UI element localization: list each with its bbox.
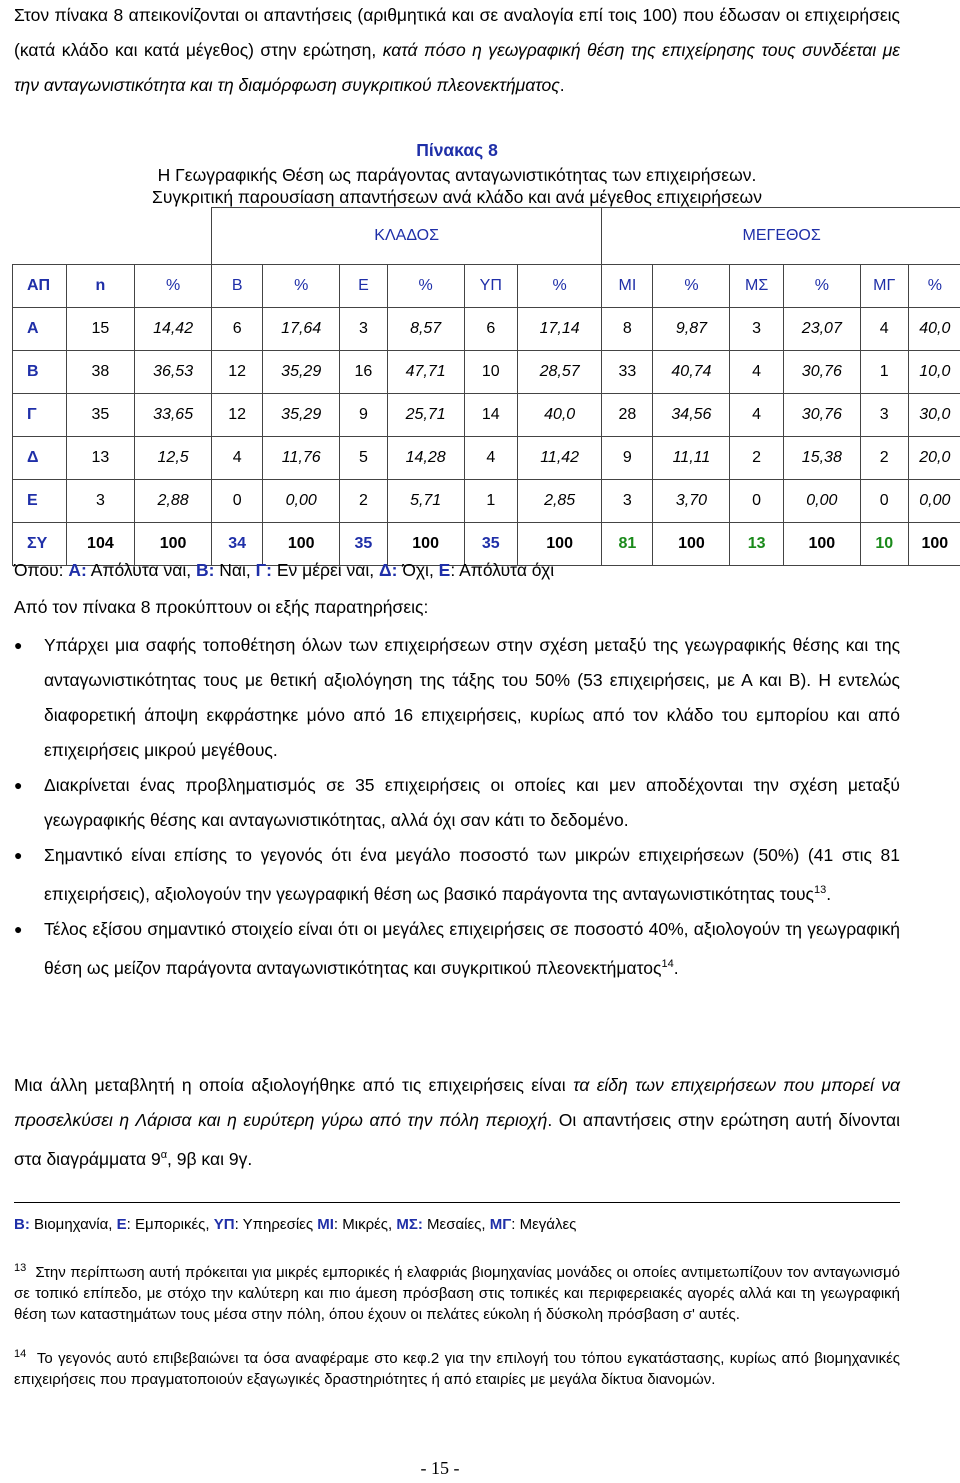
table-cell: 100 xyxy=(263,523,340,566)
table-cell: 34,56 xyxy=(653,394,730,437)
table-cell: 0,00 xyxy=(263,480,340,523)
table-cell: 35 xyxy=(464,523,517,566)
table-cell: 2 xyxy=(340,480,388,523)
table-cell: 6 xyxy=(212,308,263,351)
table-cell: 100 xyxy=(135,523,212,566)
table-cell: 100 xyxy=(783,523,860,566)
page-number: - 15 - xyxy=(420,1458,460,1478)
intro-paragraph: Στον πίνακα 8 απεικονίζονται οι απαντήσεις (αριθμητικά και σε αναλογία επί τοις 100) που έδωσαν οι επιχειρήσεις (κατά κλάδο και κατά μέγεθος) στην ερώτηση, κατά πόσο η γεωγραφική θέση της επιχείρησης τους συνδέεται με την ανταγωνιστικότητα και τη διαμόρφωση συγκριτικού πλεονεκτήματος. xyxy=(14,5,900,95)
table-cell: 4 xyxy=(464,437,517,480)
table-cell: 100 xyxy=(653,523,730,566)
table-row xyxy=(13,394,960,437)
legend: Όπου: Α: Απόλυτα ναι, Β: Ναι, Γ: Εν μέρει ναι, Δ: Όχι, Ε: Απόλυτα όχι xyxy=(14,560,555,580)
table-cell: 13 xyxy=(66,437,134,480)
table-row xyxy=(13,480,960,523)
table-cell: 2 xyxy=(730,437,783,480)
table-cell: 34 xyxy=(212,523,263,566)
table-cell: 10 xyxy=(860,523,908,566)
table-cell: 40,0 xyxy=(518,394,602,437)
footnote-13: $^{13}$ Στην περίπτωση αυτή πρόκειται για μικρές εμπορικές ή ελαφριάς βιομηχανίας μονάδες οι οποίες αντιμετωπίζουν τον ανταγωνισμό σε τοπικό επίπεδο, με στόχο την καλύτερη και πιο άμεση πρόσβαση στις τοπικές και περιφερειακές αγορές αλλά και τη γεωγραφική θέση των καταστημάτων τους μέσα στην πόλη, όπου έχουν οι πελάτες εύκολη ή δύσκολη πρόσβαση σ' αυτές. xyxy=(14,1262,900,1323)
table-cell: 100 xyxy=(908,523,960,566)
table-cell: 14,42 xyxy=(135,308,212,351)
observations-list xyxy=(14,628,900,986)
table-cell: 3 xyxy=(730,308,783,351)
table-cell: 40,74 xyxy=(653,351,730,394)
table-cell: 11,42 xyxy=(518,437,602,480)
table-cell: 4 xyxy=(730,351,783,394)
list-item: ● Διακρίνεται ένας προβληματισμός σε 35 επιχειρήσεις οι οποίες και μεν αποδέχονται την σχέση μεταξύ γεωγραφικής θέσης και ανταγωνιστικότητας, αλλά όχι σαν κάτι το δεδομένο. xyxy=(14,768,900,838)
table-cell: Β xyxy=(13,351,67,394)
bullet-icon: ● xyxy=(14,777,23,793)
list-item: ● Τέλος εξίσου σημαντικό στοιχείο είναι ότι οι μεγάλες επιχειρήσεις σε ποσοστό 40%, αξιολογούν τη γεωγραφική θέση ως μείζον παράγοντα ανταγωνιστικότητας και συγκριτικού πλεονεκτήματος$^{14}$. xyxy=(14,912,900,986)
table-cell: 28,57 xyxy=(518,351,602,394)
table-cell: 4 xyxy=(212,437,263,480)
table-cell: 10,0 xyxy=(908,351,960,394)
table-cell: 81 xyxy=(602,523,653,566)
table-cell: 0 xyxy=(860,480,908,523)
table-cell: 30,76 xyxy=(783,394,860,437)
table-cell: 33,65 xyxy=(135,394,212,437)
table-cell: 1 xyxy=(464,480,517,523)
group-header-size: ΜΕΓΕΘΟΣ xyxy=(602,208,960,265)
table-cell: 35,29 xyxy=(263,394,340,437)
table-cell: 35 xyxy=(66,394,134,437)
table-cell: 100 xyxy=(387,523,464,566)
table-cell: 11,11 xyxy=(653,437,730,480)
table-cell: 9 xyxy=(340,394,388,437)
table-cell: 33 xyxy=(602,351,653,394)
table-cell: 11,76 xyxy=(263,437,340,480)
table-cell: 9,87 xyxy=(653,308,730,351)
table-row xyxy=(13,437,960,480)
table-cell: 3 xyxy=(340,308,388,351)
table-cell: 4 xyxy=(860,308,908,351)
table-cell: 8 xyxy=(602,308,653,351)
table-cell: Ε xyxy=(13,480,67,523)
table-cell: 15 xyxy=(66,308,134,351)
table-cell: 35,29 xyxy=(263,351,340,394)
table-cell: 13 xyxy=(730,523,783,566)
table-cell: 3 xyxy=(66,480,134,523)
table-cell: 14 xyxy=(464,394,517,437)
col-header: % xyxy=(387,265,464,308)
table-cell: 40,0 xyxy=(908,308,960,351)
table-cell: 14,28 xyxy=(387,437,464,480)
table-cell: 15,38 xyxy=(783,437,860,480)
footnote-ref: 14 xyxy=(661,957,674,970)
table-cell: ΣΥ xyxy=(13,523,67,566)
table-cell: 100 xyxy=(518,523,602,566)
bullet-icon: ● xyxy=(14,637,23,653)
group-header-sector: ΚΛΑΔΟΣ xyxy=(212,208,602,265)
table-row xyxy=(13,351,960,394)
table-cell: 12 xyxy=(212,351,263,394)
table-cell: 17,64 xyxy=(263,308,340,351)
col-header: ΜΣ xyxy=(730,265,783,308)
col-header: % xyxy=(783,265,860,308)
col-header: Ε xyxy=(340,265,388,308)
table-cell: 4 xyxy=(730,394,783,437)
table-cell: 0 xyxy=(212,480,263,523)
table-cell: 8,57 xyxy=(387,308,464,351)
table-cell: 38 xyxy=(66,351,134,394)
col-header: % xyxy=(135,265,212,308)
observations-intro: Από τον πίνακα 8 προκύπτουν οι εξής παρατηρήσεις: xyxy=(14,597,429,617)
table-cell: 25,71 xyxy=(387,394,464,437)
table-subtitle-2: Συγκριτική παρουσίαση απαντήσεων ανά κλάδο και ανά μέγεθος επιχειρήσεων xyxy=(152,187,762,207)
table-cell: 2,85 xyxy=(518,480,602,523)
footnote-ref: 13 xyxy=(813,884,827,896)
table-subtitle: Η Γεωγραφικής Θέση ως παράγοντας ανταγωνιστικότητας των επιχειρήσεων. xyxy=(157,165,757,185)
table-cell: Α xyxy=(13,308,67,351)
table-cell: 30,0 xyxy=(908,394,960,437)
table-cell: Γ xyxy=(13,394,67,437)
col-header: % xyxy=(908,265,960,308)
table-cell: 16 xyxy=(340,351,388,394)
table-cell: 17,14 xyxy=(518,308,602,351)
col-header: n xyxy=(66,265,134,308)
table-cell: 12,5 xyxy=(135,437,212,480)
col-header: ΜΓ xyxy=(860,265,908,308)
footnote-divider xyxy=(14,1202,900,1203)
table-cell: 12 xyxy=(212,394,263,437)
outro-paragraph: Μια άλλη μεταβλητή η οποία αξιολογήθηκε από τις επιχειρήσεις είναι τα είδη των επιχειρήσεων που μπορεί να προσελκύσει η Λάρισα και η ευρύτερη γύρω από την πόλη περιοχή. Οι απαντήσεις στην ερώτηση αυτή δίνονται στα διαγράμματα $9^\alpha$, 9β και 9γ. xyxy=(14,1075,900,1169)
table-cell: 2,88 xyxy=(135,480,212,523)
list-item: ● Υπάρχει μια σαφής τοποθέτηση όλων των επιχειρήσεων στην σχέση μεταξύ της γεωγραφικής θέσης και της ανταγωνιστικότητας τους με θετική αξιολόγηση της τάξης του 50% (53 επιχειρήσεις, με Α και Β). Η εντελώς διαφορετική άποψη εκφράστηκε μόνο από 16 επιχειρήσεις, κυρίως από τον κλάδο του εμπορίου και από επιχειρήσεις μικρού μεγέθους. xyxy=(14,628,900,768)
table-cell: 3 xyxy=(860,394,908,437)
col-header: Β xyxy=(212,265,263,308)
table-cell: 3 xyxy=(602,480,653,523)
table-cell: 47,71 xyxy=(387,351,464,394)
table-cell: 10 xyxy=(464,351,517,394)
table-cell: 28 xyxy=(602,394,653,437)
table-cell: 20,0 xyxy=(908,437,960,480)
table-title: Πίνακας 8 xyxy=(416,140,498,160)
table-cell: 1 xyxy=(860,351,908,394)
table-cell: 30,76 xyxy=(783,351,860,394)
bullet-icon: ● xyxy=(14,920,23,937)
col-header: % xyxy=(653,265,730,308)
table-cell: Δ xyxy=(13,437,67,480)
table-cell: 2 xyxy=(860,437,908,480)
results-table xyxy=(12,207,960,566)
table-cell: 23,07 xyxy=(783,308,860,351)
bullet-icon: ● xyxy=(14,847,23,863)
table-row xyxy=(13,308,960,351)
table-cell: 36,53 xyxy=(135,351,212,394)
table-cell: 6 xyxy=(464,308,517,351)
table-cell: 5,71 xyxy=(387,480,464,523)
table-cell: 0,00 xyxy=(908,480,960,523)
table-cell: 5 xyxy=(340,437,388,480)
table-cell: 9 xyxy=(602,437,653,480)
table-cell: 104 xyxy=(66,523,134,566)
col-header: ΥΠ xyxy=(464,265,517,308)
abbreviations: Β: Βιομηχανία, Ε: Εμπορικές, ΥΠ: Υπηρεσίες ΜΙ: Μικρές, ΜΣ: Μεσαίες, ΜΓ: Μεγάλες xyxy=(14,1216,577,1233)
table-cell: 0,00 xyxy=(783,480,860,523)
col-header: % xyxy=(263,265,340,308)
col-header: % xyxy=(518,265,602,308)
col-header: ΜΙ xyxy=(602,265,653,308)
table-cell: 35 xyxy=(340,523,388,566)
footnote-14: $^{14}$ Το γεγονός αυτό επιβεβαιώνει τα όσα αναφέραμε στο κεφ.2 για την επιλογή του τόπου εγκατάστασης, κυρίως από βιομηχανικές επιχειρήσεις που πραγματοποιούν εξαγωγικές δραστηριότητες ή από εταιρίες με μεγάλα δίκτυα διανομών. xyxy=(14,1348,900,1388)
column-header-row xyxy=(13,265,960,308)
table-cell: 3,70 xyxy=(653,480,730,523)
table-cell: 0 xyxy=(730,480,783,523)
list-item: ● Σημαντικό είναι επίσης το γεγονός ότι ένα μεγάλο ποσοστό των μικρών επιχειρήσεων (50%) (41 στις 81 επιχειρήσεις), αξιολογούν την γεωγραφική θέση ως βασικό παράγοντα της ανταγωνιστικότητας τους$^{13}$. xyxy=(14,838,900,912)
col-header: ΑΠ xyxy=(13,265,67,308)
